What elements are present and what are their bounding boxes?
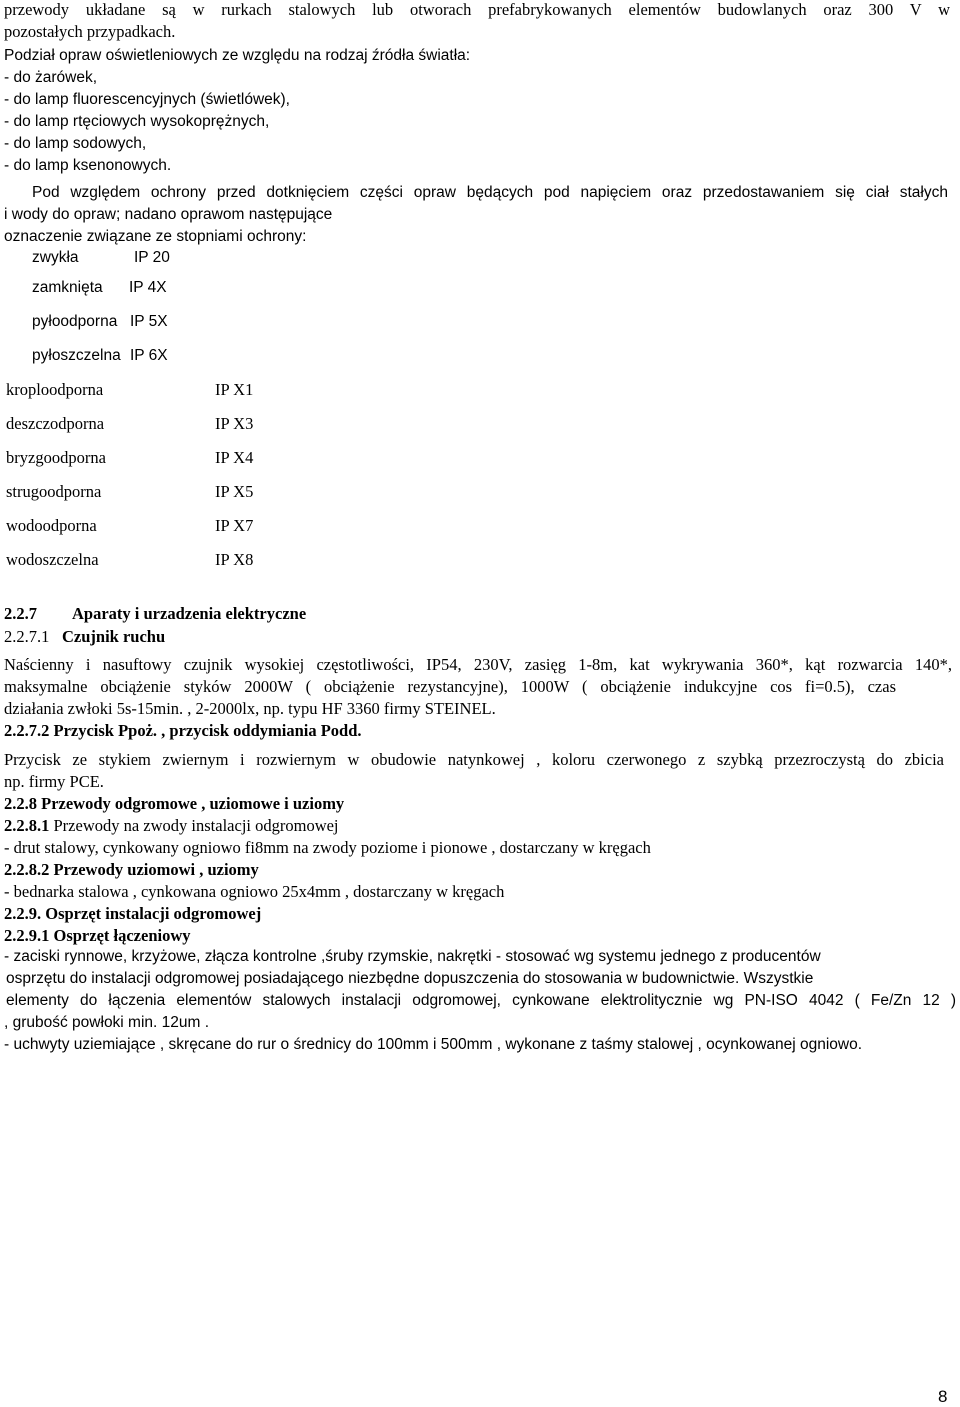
earthing-strip-desc: - bednarka stalowa , cynkowana ogniowo 25x4mm , dostarczany w kręgach: [4, 882, 505, 901]
motion-sensor-line-3: działania zwłoki 5s-15min. , 2-2000lx, np. typu HF 3360 firmy STEINEL.: [4, 699, 496, 718]
section-2-2-9-1-heading: 2.2.9.1 Osprzęt łączeniowy: [4, 926, 191, 945]
fittings-line-2: osprzętu do instalacji odgromowej posiadającego niezbędne dopuszczenia do stosowania w budownictwie. Wszystkie: [6, 970, 814, 987]
section-2-2-7-1-number: 2.2.7.1: [4, 627, 50, 646]
ip-water-name: wodoszczelna: [6, 550, 99, 569]
ip-water-name: wodoodporna: [6, 516, 97, 535]
protection-paragraph-line-3: oznaczenie związane ze stopniami ochrony:: [4, 228, 307, 245]
section-2-2-7-2-heading: 2.2.7.2 Przycisk Ppoż. , przycisk oddymiania Podd.: [4, 721, 362, 740]
intro-line-1: przewody układane są w rurkach stalowych lub otworach prefabrykowanych elementów budowlanych oraz 300 V w: [4, 0, 950, 19]
motion-sensor-line-2: maksymalne obciążenie styków 2000W ( obciążenie rezystancyjne), 1000W ( obciążenie indukcyjne cos fi=0.5), czas: [4, 677, 896, 696]
ip-solid-name: zamknięta: [32, 279, 103, 296]
motion-sensor-line-1: Naścienny i nasuftowy czujnik wysokiej częstotliwości, IP54, 230V, zasięg 1-8m, kat wykrywania 360*, kąt rozwarcia 140*,: [4, 655, 952, 674]
ip-solid-code: IP 5X: [130, 313, 168, 330]
ip-solid-code: IP 20: [134, 249, 170, 266]
fittings-line-5: - uchwyty uziemiające , skręcane do rur o średnicy do 100mm i 500mm , wykonane z taśmy stalowej , ocynkowanej ogniowo.: [4, 1036, 863, 1053]
ip-water-name: bryzgoodporna: [6, 448, 106, 467]
ip-water-name: deszczodporna: [6, 414, 105, 433]
fittings-line-3: elementy do łączenia elementów stalowych instalacji odgromowej, cynkowane elektrolitycznie wg PN-ISO 4042 ( Fe/Zn 12 ): [6, 992, 956, 1009]
list-item: - do lamp ksenonowych.: [4, 157, 172, 174]
ip-solid-name: pyłoodporna: [32, 313, 118, 330]
fire-button-line-2: np. firmy PCE.: [4, 772, 104, 791]
intro-line-2: pozostałych przypadkach.: [4, 22, 176, 41]
list-item: - do żarówek,: [4, 69, 98, 86]
fire-button-line-1: Przycisk ze stykiem zwiernym i rozwiernym w obudowie natynkowej , koloru czerwonego z szybką przezroczystą do zbicia: [4, 750, 944, 769]
ip-water-code: IP X4: [215, 448, 254, 467]
section-2-2-8-heading: 2.2.8 Przewody odgromowe , uziomowe i uziomy: [4, 794, 345, 813]
ip-water-code: IP X5: [215, 482, 254, 501]
ip-water-code: IP X7: [215, 516, 254, 535]
section-2-2-8-1-title: Przewody na zwody instalacji odgromowej: [49, 816, 339, 835]
air-terminal-wire-desc: - drut stalowy, cynkowany ogniowo fi8mm na zwody poziome i pionowe , dostarczany w kręgach: [4, 838, 651, 857]
ip-solid-code: IP 6X: [130, 347, 168, 364]
ip-water-code: IP X8: [215, 550, 254, 569]
fittings-line-1: - zaciski rynnowe, krzyżowe, złącza kontrolne ,śruby rzymskie, nakrętki - stosować wg systemu jednego z producentów: [4, 948, 821, 965]
ip-solid-code: IP 4X: [129, 279, 167, 296]
section-2-2-8-1-number: 2.2.8.1: [4, 816, 50, 835]
ip-water-name: kroploodporna: [6, 380, 104, 399]
section-2-2-7-1-title: Czujnik ruchu: [62, 627, 166, 646]
section-2-2-7-number: 2.2.7: [4, 604, 37, 623]
ip-water-code: IP X1: [215, 380, 254, 399]
list-item: - do lamp sodowych,: [4, 135, 147, 152]
luminaire-classification-heading: Podział opraw oświetleniowych ze względu na rodzaj źródła światła:: [4, 47, 471, 64]
list-item: - do lamp rtęciowych wysokoprężnych,: [4, 113, 270, 130]
section-2-2-8-2-heading: 2.2.8.2 Przewody uziomowi , uziomy: [4, 860, 259, 879]
ip-water-code: IP X3: [215, 414, 254, 433]
fittings-line-4: , grubość powłoki min. 12um .: [4, 1014, 210, 1031]
section-2-2-7-title: Aparaty i urzadzenia elektryczne: [72, 604, 307, 623]
ip-water-name: strugoodporna: [6, 482, 102, 501]
section-2-2-9-heading: 2.2.9. Osprzęt instalacji odgromowej: [4, 904, 262, 923]
list-item: - do lamp fluorescencyjnych (świetlówek),: [4, 91, 290, 108]
protection-paragraph-line-2: i wody do opraw; nadano oprawom następujące: [4, 206, 333, 223]
page-number: 8: [938, 1387, 948, 1406]
section-2-2-8-1: [4, 816, 339, 836]
protection-paragraph-line-1: Pod względem ochrony przed dotknięciem części opraw będących pod napięciem oraz przedostawaniem się ciał stałych: [32, 184, 948, 201]
ip-solid-name: zwykła: [32, 249, 79, 266]
ip-solid-name: pyłoszczelna: [32, 347, 121, 364]
